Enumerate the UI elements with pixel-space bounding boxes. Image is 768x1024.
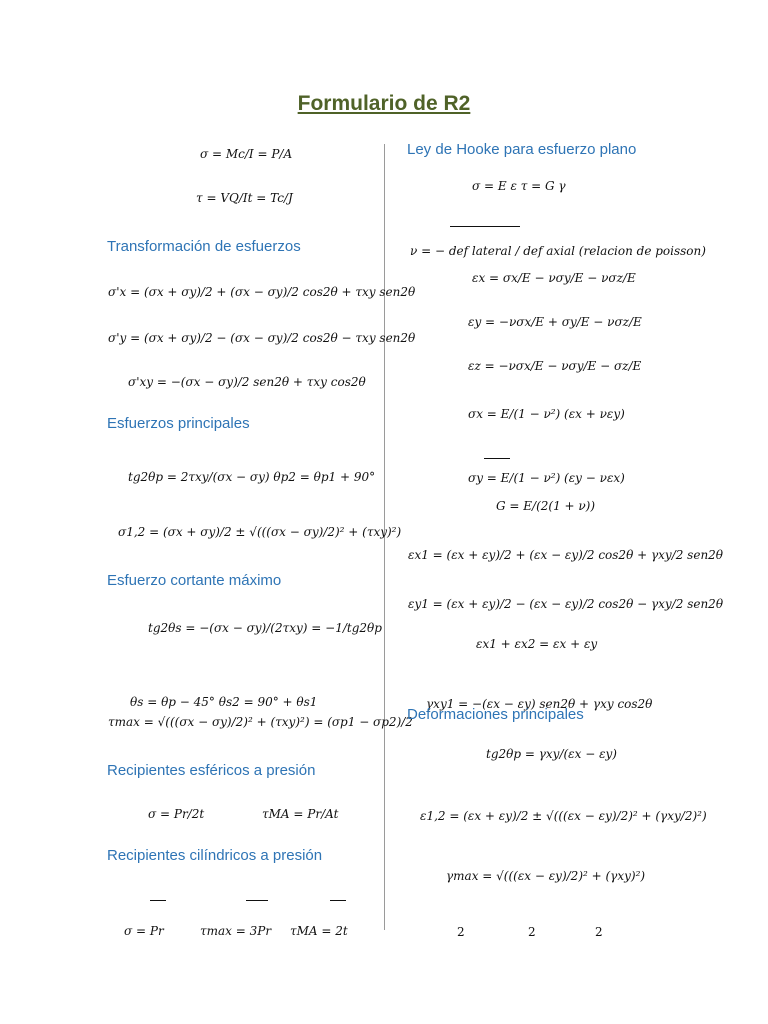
heading-cylindrical-vessels: Recipientes cilíndricos a presión <box>107 847 323 864</box>
eq-epsilon-12: ε1,2 = (εx + εy)/2 ± √(((εx − εy)/2)² + (γxy/2)²) <box>420 809 707 823</box>
eq-epsilon-x1: εx1 = (εx + εy)/2 + (εx − εy)/2 cos2θ + γxy/2 sen2θ <box>408 548 724 562</box>
eq-cyl-tau-ma: τMA = 2t <box>290 924 348 938</box>
heading-max-shear: Esfuerzo cortante máximo <box>107 572 282 589</box>
rule-cyl-2 <box>246 900 268 901</box>
rule-sigma-y <box>484 458 510 459</box>
eq-bending-stress: σ = Mc/I = P/A <box>200 147 293 161</box>
eq-gamma-max: γmax = √(((εx − εy)/2)² + (γxy)²) <box>446 869 646 883</box>
footer-number-2: 2 <box>528 925 536 939</box>
eq-cyl-sigma: σ = Pr <box>124 924 164 938</box>
eq-epsilon-x: εx = σx/E − νσy/E − νσz/E <box>472 271 636 285</box>
eq-cyl-tau-max: τmax = 3Pr <box>200 924 272 938</box>
eq-epsilon-y1: εy1 = (εx + εy)/2 − (εx − εy)/2 cos2θ − γxy/2 sen2θ <box>408 597 724 611</box>
eq-sigma-x-prime: σ'x = (σx + σy)/2 + (σx − σy)/2 cos2θ + τxy sen2θ <box>108 285 416 299</box>
eq-sigma-y-prime: σ'y = (σx + σy)/2 − (σx − σy)/2 cos2θ − τxy sen2θ <box>108 331 416 345</box>
eq-epsilon-y: εy = −νσx/E + σy/E − νσz/E <box>468 315 642 329</box>
eq-tg2theta-p-strain: tg2θp = γxy/(εx − εy) <box>486 747 617 761</box>
footer-number-1: 2 <box>457 925 465 939</box>
eq-spherical-sigma: σ = Pr/2t <box>148 807 205 821</box>
eq-tau-xy-prime: σ'xy = −(σx − σy)/2 sen2θ + τxy cos2θ <box>128 375 366 389</box>
heading-principal-strains: Deformaciones principales <box>407 706 584 723</box>
eq-strain-sum: εx1 + εx2 = εx + εy <box>476 637 598 651</box>
heading-stress-transformation: Transformación de esfuerzos <box>107 238 301 255</box>
eq-spherical-tau: τMA = Pr/At <box>262 807 339 821</box>
eq-tau-max: τmax = √(((σx − σy)/2)² + (τxy)²) = (σp1 − σp2)/2 <box>108 715 413 729</box>
heading-spherical-vessels: Recipientes esféricos a presión <box>107 762 316 779</box>
footer-number-3: 2 <box>595 925 603 939</box>
eq-theta-s: θs = θp − 45° θs2 = 90° + θs1 <box>130 695 318 709</box>
eq-sigma-y-strain: σy = E/(1 − ν²) (εy − νεx) <box>468 471 625 485</box>
rule-cyl-3 <box>330 900 346 901</box>
eq-tg2theta-s: tg2θs = −(σx − σy)/(2τxy) = −1/tg2θp <box>148 621 382 635</box>
eq-shear-stress: τ = VQ/It = Tc/J <box>196 191 293 205</box>
eq-epsilon-z: εz = −νσx/E − νσy/E − σz/E <box>468 359 642 373</box>
heading-hooke-law: Ley de Hooke para esfuerzo plano <box>407 141 637 158</box>
rule-cyl-1 <box>150 900 166 901</box>
eq-sigma-12: σ1,2 = (σx + σy)/2 ± √(((σx − σy)/2)² + (τxy)²) <box>118 525 402 539</box>
eq-shear-modulus: G = E/(2(1 + ν)) <box>496 499 596 513</box>
rule-nu <box>450 226 520 227</box>
page-title: Formulario de R2 <box>297 92 471 115</box>
eq-sigma-x-strain: σx = E/(1 − ν²) (εx + νεy) <box>468 407 625 421</box>
eq-gamma-xy1: γxy1 = −(εx − εy) sen2θ + γxy cos2θ <box>426 697 653 711</box>
eq-poisson-ratio: ν = − def lateral / def axial (relacion de poisson) <box>410 244 706 258</box>
eq-tg2theta-p: tg2θp = 2τxy/(σx − σy) θp2 = θp1 + 90° <box>128 470 376 484</box>
eq-hooke: σ = E ε τ = G γ <box>472 179 566 193</box>
heading-principal-stresses: Esfuerzos principales <box>107 415 250 432</box>
